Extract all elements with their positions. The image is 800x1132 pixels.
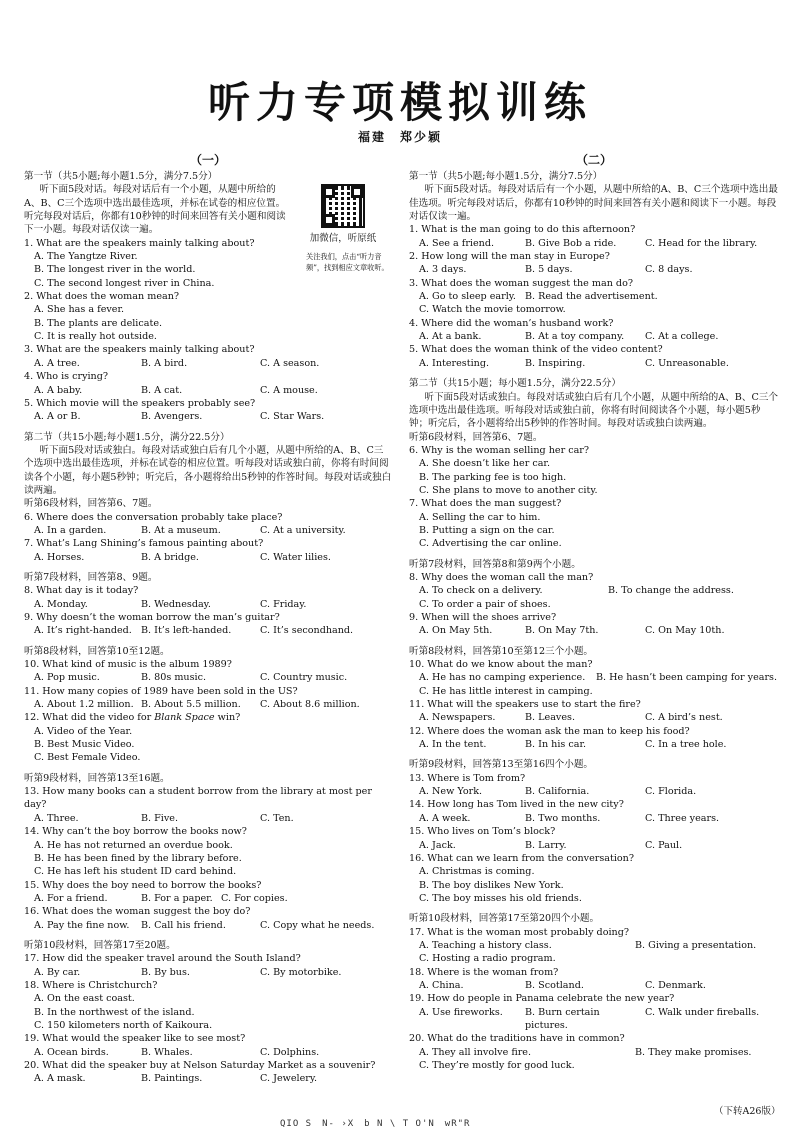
option: C. Star Wars. bbox=[260, 411, 325, 423]
option: B. Burn certain pictures. bbox=[525, 1006, 600, 1031]
options-row bbox=[409, 671, 779, 684]
question: 2. What does the woman mean? bbox=[24, 291, 180, 303]
question: 20. What do the traditions have in common? bbox=[409, 1033, 625, 1045]
option: B. To change the address. bbox=[608, 585, 734, 597]
option: C. Denmark. bbox=[645, 979, 706, 991]
question: 14. Why can’t the boy borrow the books now? bbox=[24, 826, 247, 838]
option: C. Three years. bbox=[645, 812, 720, 824]
options-row bbox=[24, 966, 392, 979]
option: A. It’s right-handed. bbox=[34, 625, 132, 637]
question: 2. How long will the man stay in Europe? bbox=[409, 251, 610, 263]
option: A. A tree. bbox=[34, 357, 80, 369]
option: B. In his car. bbox=[525, 739, 587, 751]
question: 17. What is the woman most probably doing? bbox=[409, 926, 630, 938]
option: A. For a friend. bbox=[34, 892, 108, 904]
question-text: win? bbox=[214, 712, 241, 724]
option: A. About 1.2 million. bbox=[34, 699, 134, 711]
paper-two-column bbox=[409, 150, 779, 1072]
option: A. To check on a delivery. bbox=[419, 585, 543, 597]
material-heading: 听第10段材料，回答第17至第20四个小题。 bbox=[409, 913, 600, 925]
question: 13. How many books can a student borrow from the library at most per day? bbox=[24, 786, 372, 811]
option: B. About 5.5 million. bbox=[141, 699, 241, 711]
option: B. In the northwest of the island. bbox=[34, 1006, 195, 1018]
qr-label: 加微信，听原纸 bbox=[309, 233, 377, 244]
option: B. By bus. bbox=[141, 966, 190, 978]
option: A. Teaching a history class. bbox=[419, 939, 552, 951]
options-row bbox=[409, 979, 779, 992]
option: A. She has a fever. bbox=[34, 304, 125, 316]
question-title-italic: Blank Space bbox=[154, 712, 215, 724]
option: A. They all involve fire. bbox=[419, 1046, 532, 1058]
option: B. Avengers. bbox=[141, 411, 203, 423]
option: A. In a garden. bbox=[34, 524, 107, 536]
option: A. Ocean birds. bbox=[34, 1046, 109, 1058]
option: C. 8 days. bbox=[645, 264, 693, 276]
option: A. Selling the car to him. bbox=[419, 511, 541, 523]
page-title: 听力专项模拟训练 bbox=[207, 78, 592, 127]
question: 14. How long has Tom lived in the new city? bbox=[409, 799, 624, 811]
question: 19. How do people in Panama celebrate the new year? bbox=[409, 993, 675, 1005]
option: C. It is really hot outside. bbox=[34, 331, 157, 343]
section-1-heading: 第一节（共5小题;每小题1.5分，满分7.5分） bbox=[24, 171, 218, 182]
question: 3. What does the woman suggest the man do? bbox=[409, 277, 633, 289]
question: 6. Where does the conversation probably take place? bbox=[24, 511, 283, 523]
section-2-heading: 第二节（共15小题；每小题1.5分，满分22.5分） bbox=[409, 378, 621, 390]
option: B. Paintings. bbox=[141, 1073, 203, 1085]
option: A. She doesn’t like her car. bbox=[419, 458, 550, 470]
option: B. Scotland. bbox=[525, 979, 584, 991]
option: B. Leaves. bbox=[525, 712, 575, 724]
options-row bbox=[409, 711, 779, 724]
options-row bbox=[24, 1046, 392, 1059]
author-line: 福建 郑少颖 bbox=[357, 130, 442, 144]
options-row bbox=[24, 551, 392, 564]
option: C. He has little interest in camping. bbox=[419, 685, 593, 697]
material-heading: 听第9段材料，回答第13至16题。 bbox=[24, 772, 170, 784]
option: B. On May 7th. bbox=[525, 625, 599, 637]
question-text: 12. What did the video for bbox=[24, 712, 155, 724]
option: A. Christmas is coming. bbox=[419, 866, 535, 878]
options-row bbox=[409, 357, 779, 370]
option: B. Call his friend. bbox=[141, 919, 226, 931]
option: A. Jack. bbox=[419, 839, 456, 851]
option: C. About 8.6 million. bbox=[260, 699, 360, 711]
question: 16. What does the woman suggest the boy do? bbox=[24, 906, 251, 918]
question: 15. Why does the boy need to borrow the books? bbox=[24, 879, 262, 891]
question: 7. What does the man suggest? bbox=[409, 498, 562, 510]
question: 4. Where did the woman’s husband work? bbox=[409, 317, 614, 329]
option: B. At a toy company. bbox=[525, 331, 625, 343]
option: C. Advertising the car online. bbox=[419, 538, 562, 550]
option: C. A mouse. bbox=[260, 384, 318, 396]
footer-code: QIO S N- ›X b N \ T O'N wR"R bbox=[280, 1119, 471, 1129]
options-row bbox=[409, 939, 779, 952]
options-row bbox=[409, 624, 779, 637]
options-row bbox=[409, 1046, 779, 1059]
option: B. He has been fined by the library before. bbox=[34, 852, 242, 864]
material-heading: 听第10段材料，回答第17至20题。 bbox=[24, 939, 176, 951]
question: 20. What did the speaker buy at Nelson Saturday Market as a souvenir? bbox=[24, 1060, 376, 1071]
option: B. Best Music Video. bbox=[34, 739, 135, 751]
option: B. They make promises. bbox=[635, 1046, 752, 1058]
option: C. Unreasonable. bbox=[645, 357, 729, 369]
option: C. By motorbike. bbox=[260, 966, 342, 978]
question: 17. How did the speaker travel around the South Island? bbox=[24, 953, 301, 965]
option: B. 80s music. bbox=[141, 672, 207, 684]
option: B. Larry. bbox=[525, 839, 567, 851]
options-row bbox=[409, 584, 779, 597]
option: A. Go to sleep early. bbox=[419, 291, 516, 303]
option: A. Monday. bbox=[34, 598, 88, 610]
option: C. She plans to move to another city. bbox=[419, 484, 598, 496]
option: B. Five. bbox=[141, 812, 179, 824]
option: B. The longest river in the world. bbox=[34, 264, 196, 276]
option: A. A week. bbox=[419, 812, 471, 824]
option: B. He hasn’t been camping for years. bbox=[596, 672, 778, 684]
option: A. Use fireworks. bbox=[419, 1006, 503, 1018]
option: B. Inspiring. bbox=[525, 357, 586, 369]
option: C. Copy what he needs. bbox=[260, 919, 375, 931]
option: B. For a paper. bbox=[141, 892, 213, 904]
question: 6. Why is the woman selling her car? bbox=[409, 444, 590, 456]
option: A. Newspapers. bbox=[419, 712, 496, 724]
option: B. At a museum. bbox=[141, 524, 221, 536]
material-heading: 听第9段材料，回答第13至第16四个小题。 bbox=[409, 759, 594, 771]
option: C. Country music. bbox=[260, 672, 348, 684]
option: C. At a college. bbox=[645, 331, 719, 343]
option: C. 150 kilometers north of Kaikoura. bbox=[34, 1019, 213, 1031]
option: C. Head for the library. bbox=[645, 237, 758, 249]
question: 5. What does the woman think of the video content? bbox=[409, 344, 663, 356]
options-row bbox=[24, 524, 392, 537]
options-row bbox=[409, 290, 779, 303]
question: 10. What do we know about the man? bbox=[409, 659, 593, 671]
options-row bbox=[409, 785, 779, 798]
question: 19. What would the speaker like to see most? bbox=[24, 1033, 246, 1045]
option: A. Pop music. bbox=[34, 672, 100, 684]
question: 10. What kind of music is the album 1989? bbox=[24, 659, 232, 671]
option: B. Give Bob a ride. bbox=[525, 237, 617, 249]
option: C. The second longest river in China. bbox=[34, 277, 215, 289]
option: A. China. bbox=[419, 979, 464, 991]
question: 8. Why does the woman call the man? bbox=[409, 571, 594, 583]
option: C. Dolphins. bbox=[260, 1046, 320, 1058]
material-heading: 听第8段材料，回答第10至第12三个小题。 bbox=[409, 645, 594, 657]
options-row bbox=[24, 384, 392, 397]
question: 16. What can we learn from the conversation? bbox=[409, 852, 635, 864]
section-1-instructions: 听下面5段对话。每段对话后有一个小题，从题中所给的A、B、C三个选项中选出最佳选项。听完每段对话后，你都有10秒钟的时间来回答有关小题和阅读下一小题。每段对话仅读一遍。 bbox=[409, 184, 778, 223]
section-2-heading: 第二节（共15小题;每小题1.5分，满分22.5分） bbox=[24, 431, 230, 443]
option: C. For copies. bbox=[221, 892, 288, 904]
option: A. A baby. bbox=[34, 384, 83, 396]
options-row bbox=[24, 919, 392, 932]
question: 1. What are the speakers mainly talking about? bbox=[24, 237, 255, 249]
option: A. The Yangtze River. bbox=[34, 251, 138, 263]
option: C. At a university. bbox=[260, 524, 346, 536]
question: 9. Why doesn’t the woman borrow the man’s guitar? bbox=[24, 612, 280, 623]
options-row bbox=[409, 237, 779, 250]
option: C. Friday. bbox=[260, 598, 307, 610]
material-heading: 听第6段材料，回答第6、7题。 bbox=[24, 498, 158, 510]
option: B. Wednesday. bbox=[141, 598, 211, 610]
option: A. Three. bbox=[34, 812, 79, 824]
option: B. A cat. bbox=[141, 384, 183, 396]
option: C. The boy misses his old friends. bbox=[419, 892, 582, 904]
option: C. A season. bbox=[260, 357, 320, 369]
option: A. Horses. bbox=[34, 551, 85, 563]
paper-two-heading: （二） bbox=[575, 153, 612, 167]
options-row bbox=[24, 671, 392, 684]
option: A. 3 days. bbox=[419, 264, 467, 276]
option: A. He has no camping experience. bbox=[419, 672, 586, 684]
question: 18. Where is the woman from? bbox=[409, 966, 559, 978]
options-row bbox=[409, 839, 779, 852]
options-row bbox=[24, 598, 392, 611]
paper-one-column bbox=[24, 150, 392, 1086]
option: C. It’s secondhand. bbox=[260, 625, 354, 637]
option: B. 5 days. bbox=[525, 264, 573, 276]
question: 11. What will the speakers use to start the fire? bbox=[409, 699, 641, 711]
question: 13. Where is Tom from? bbox=[409, 772, 526, 784]
option: C. Watch the movie tomorrow. bbox=[419, 304, 566, 316]
option: C. Hosting a radio program. bbox=[419, 953, 556, 965]
options-row bbox=[409, 812, 779, 825]
option: B. Two months. bbox=[525, 812, 601, 824]
options-row bbox=[409, 330, 779, 343]
option: B. Read the advertisement. bbox=[525, 291, 658, 303]
options-row bbox=[24, 357, 392, 370]
option: C. In a tree hole. bbox=[645, 739, 727, 751]
option: A. See a friend. bbox=[419, 237, 495, 249]
options-row bbox=[409, 1006, 779, 1033]
section-2-instructions: 听下面5段对话或独白。每段对话或独白后有几个小题，从题中所给的A、B、C三个选项中选出最佳选项。听每段对话或独白前，你将有时间阅读各个小题，每小题5秒钟；听完后，各小题将给出5秒钟的作答时间。每段对话或独白读两遍。 bbox=[409, 391, 778, 430]
continued-on-note: （下转A26版） bbox=[714, 1106, 781, 1117]
question: 4. Who is crying? bbox=[24, 371, 109, 383]
material-heading: 听第8段材料，回答第10至12题。 bbox=[24, 645, 170, 657]
option: A. On the east coast. bbox=[34, 993, 135, 1005]
question: 1. What is the man going to do this afternoon? bbox=[409, 224, 636, 236]
option: C. Jewelery. bbox=[260, 1073, 318, 1085]
question: 8. What day is it today? bbox=[24, 585, 139, 597]
option: C. Walk under fireballs. bbox=[645, 1006, 760, 1018]
option: A. Video of the Year. bbox=[34, 725, 133, 737]
section-1-heading: 第一节（共5小题;每小题1.5分，满分7.5分） bbox=[409, 171, 603, 182]
option: B. Giving a presentation. bbox=[635, 939, 757, 951]
option: B. A bridge. bbox=[141, 551, 199, 563]
options-row bbox=[24, 812, 392, 825]
option: A. At a bank. bbox=[419, 331, 482, 343]
option: C. Paul. bbox=[645, 839, 683, 851]
section-2-instructions: 听下面5段对话或独白。每段对话或独白后有几个小题，从题中所给的A、B、C三个选项中选出最佳选项，并标在试卷的相应位置。听每段对话或独白前，你将有时间阅读各个小题，每小题5秒钟；听完后，各小题将给出5秒钟的作答时间。每段对话或独白读两遍。 bbox=[24, 444, 392, 496]
option: B. Whales. bbox=[141, 1046, 193, 1058]
question: 7. What’s Lang Shining’s famous painting about? bbox=[24, 538, 264, 550]
option: B. A bird. bbox=[141, 357, 188, 369]
options-row bbox=[409, 263, 779, 276]
material-heading: 听第7段材料，回答第8、9题。 bbox=[24, 571, 158, 583]
option: A. New York. bbox=[419, 786, 483, 798]
option: A. In the tent. bbox=[419, 739, 487, 751]
question: 15. Who lives on Tom’s block? bbox=[409, 826, 556, 838]
option: C. Ten. bbox=[260, 812, 294, 824]
options-row bbox=[24, 1072, 392, 1085]
question: 18. Where is Christchurch? bbox=[24, 979, 158, 991]
qr-note: 关注我们，点击“听力音频”，找到相应文章收听。 bbox=[306, 252, 389, 273]
option: B. California. bbox=[525, 786, 590, 798]
option: C. On May 10th. bbox=[645, 625, 725, 637]
option: A. Interesting. bbox=[419, 357, 490, 369]
material-heading: 听第6段材料，回答第6、7题。 bbox=[409, 431, 543, 443]
paper-one-heading: （一） bbox=[189, 153, 226, 167]
options-row bbox=[24, 698, 392, 711]
option: A. By car. bbox=[34, 966, 81, 978]
options-row bbox=[24, 624, 392, 637]
option: C. To order a pair of shoes. bbox=[419, 598, 551, 610]
options-row bbox=[24, 892, 392, 905]
question bbox=[24, 711, 392, 724]
options-row bbox=[24, 410, 392, 423]
option: C. A bird’s nest. bbox=[645, 712, 723, 724]
option: C. Water lilies. bbox=[260, 551, 331, 563]
option: B. The parking fee is too high. bbox=[419, 471, 567, 483]
option: A. A or B. bbox=[34, 411, 81, 423]
option: B. The plants are delicate. bbox=[34, 317, 163, 329]
option: A. A mask. bbox=[34, 1073, 86, 1085]
option: C. They’re mostly for good luck. bbox=[419, 1060, 575, 1071]
question: 12. Where does the woman ask the man to keep his food? bbox=[409, 725, 690, 737]
option: C. He has left his student ID card behind. bbox=[34, 866, 237, 878]
option: A. He has not returned an overdue book. bbox=[34, 839, 233, 851]
question: 5. Which movie will the speakers probably see? bbox=[24, 397, 256, 409]
question: 9. When will the shoes arrive? bbox=[409, 612, 557, 623]
option: A. Pay the fine now. bbox=[34, 919, 130, 931]
question: 3. What are the speakers mainly talking about? bbox=[24, 344, 255, 356]
option: A. On May 5th. bbox=[419, 625, 493, 637]
options-row bbox=[409, 738, 779, 751]
option: C. Best Female Video. bbox=[34, 752, 141, 764]
question: 11. How many copies of 1989 have been sold in the US? bbox=[24, 685, 298, 697]
option: B. It’s left-handed. bbox=[141, 625, 232, 637]
qr-code-icon[interactable] bbox=[321, 184, 365, 228]
qr-code-box bbox=[294, 184, 392, 273]
option: B. The boy dislikes New York. bbox=[419, 879, 564, 891]
option: C. Florida. bbox=[645, 786, 697, 798]
material-heading: 听第7段材料，回答第8和第9两个小题。 bbox=[409, 558, 581, 570]
option: B. Putting a sign on the car. bbox=[419, 524, 555, 536]
section-1-instructions: 听下面5段对话。每段对话后有一个小题，从题中所给的A、B、C三个选项中选出最佳选项，并标在试卷的相应位置。听完每段对话后，你都有10秒钟的时间来回答有关小题和阅读下一小题。每段对话仅读一遍。 bbox=[24, 184, 286, 236]
